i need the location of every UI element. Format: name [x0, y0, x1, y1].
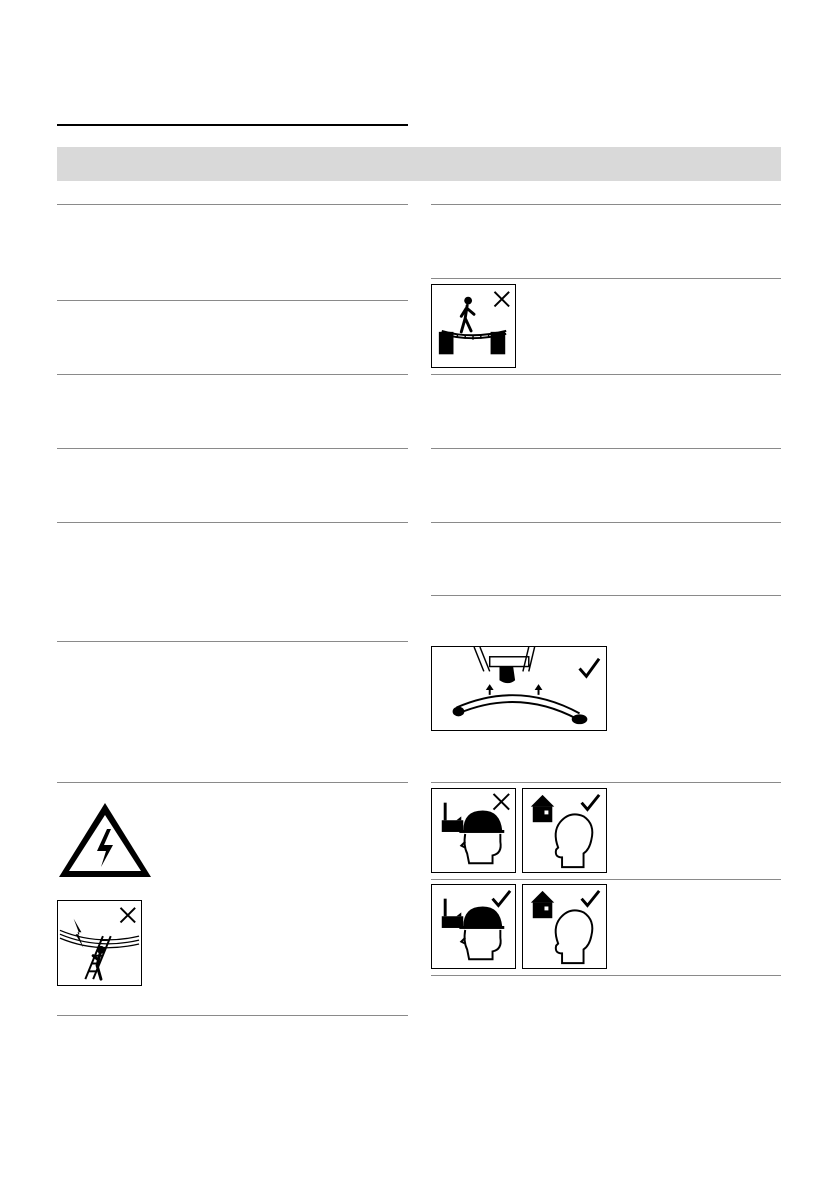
divider — [57, 522, 408, 523]
person-walking-on-ladder-bridge-icon — [431, 284, 516, 368]
check-mark-icon — [580, 659, 600, 677]
divider — [431, 595, 781, 596]
check-mark-icon — [582, 795, 600, 810]
divider — [431, 448, 781, 449]
divider — [431, 975, 781, 976]
divider — [431, 782, 781, 783]
ladder-stabilizer-bar-icon — [431, 646, 607, 731]
divider — [57, 1015, 408, 1016]
professional-use-hardhat-icon — [431, 884, 516, 969]
home-use-head-icon — [522, 884, 607, 969]
divider — [431, 278, 781, 279]
divider — [431, 374, 781, 375]
professional-use-hardhat-icon — [431, 788, 516, 873]
section-heading — [57, 147, 781, 163]
divider — [57, 641, 408, 642]
divider — [431, 204, 781, 205]
check-mark-icon — [582, 891, 600, 906]
section-heading-band — [57, 147, 781, 181]
prohibited-x-icon — [120, 908, 135, 923]
divider — [431, 522, 781, 523]
header-rule — [57, 124, 408, 126]
divider — [431, 879, 781, 880]
divider — [57, 300, 408, 301]
divider — [57, 204, 408, 205]
divider — [57, 448, 408, 449]
divider — [57, 782, 408, 783]
prohibited-x-icon — [494, 794, 510, 810]
home-use-head-icon — [522, 788, 607, 873]
ladder-near-power-lines-icon — [57, 900, 142, 986]
prohibited-x-icon — [494, 292, 509, 307]
divider — [57, 374, 408, 375]
check-mark-icon — [493, 891, 511, 906]
high-voltage-warning-triangle-icon — [57, 801, 153, 879]
